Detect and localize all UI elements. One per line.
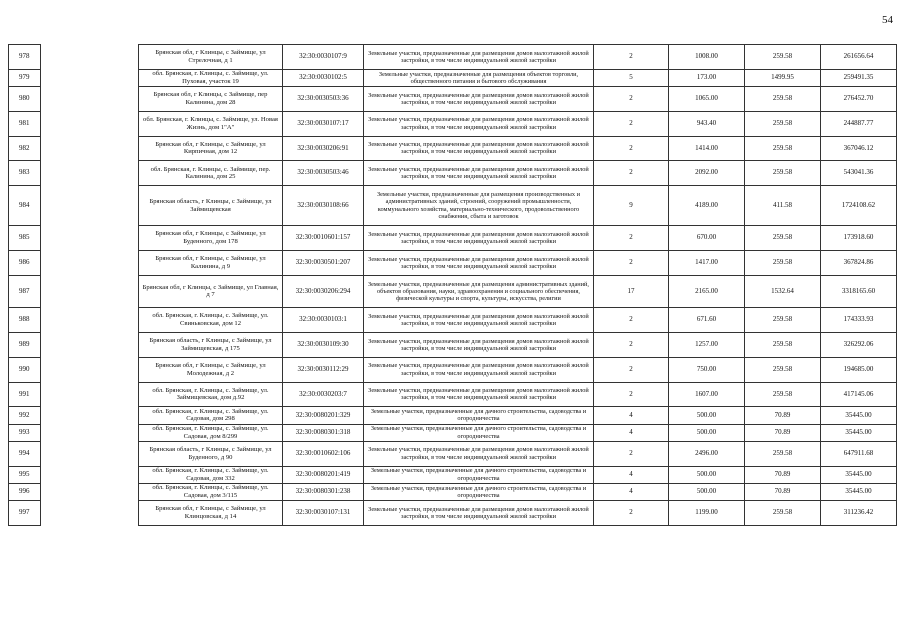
cadastral-value-cell: 276452.70 [821,86,897,111]
cadastral-number-cell: 32:30:0010602:106 [283,441,364,466]
group-cell: 4 [594,466,669,483]
cadastral-value-cell: 35445.00 [821,424,897,441]
area-cell: 671.60 [669,308,745,333]
cadastral-number-cell: 32:30:0080201:419 [283,466,364,483]
table-row [9,424,897,441]
specific-value-cell: 259.58 [745,136,821,161]
row-number: 985 [9,226,41,251]
spacer-cell [41,441,139,466]
group-cell: 2 [594,136,669,161]
cadastral-number-cell: 32:30:0030108:66 [283,186,364,226]
land-use-cell: Земельные участки, предназначенные для размещения производственных и административных зданий, строений, сооружений промышленности, коммунального хозяйства, материально-технического, продовольственного снабжения, сбыта и заготовок [364,186,594,226]
specific-value-cell: 259.58 [745,86,821,111]
row-number: 996 [9,483,41,500]
cadastral-value-cell: 35445.00 [821,466,897,483]
table-row [9,382,897,407]
area-cell: 500.00 [669,424,745,441]
spacer-cell [41,136,139,161]
address-cell: Брянская обл, г Клинцы, с Займище, ул Главная, д 7 [139,275,283,307]
area-cell: 4189.00 [669,186,745,226]
address-cell: Брянская область, г Клинцы, с Займище, ул Займищевская, д 175 [139,332,283,357]
row-number: 991 [9,382,41,407]
address-cell: обл. Брянская, г. Клинцы, с. Займище, ул. Садовая, дом 3/115 [139,483,283,500]
land-use-cell: Земельные участки, предназначенные для размещения домов малоэтажной жилой застройки, в том числе индивидуальной жилой застройки [364,500,594,525]
spacer-cell [41,332,139,357]
specific-value-cell: 259.58 [745,500,821,525]
spacer-cell [41,275,139,307]
row-number: 980 [9,86,41,111]
cadastral-number-cell: 32:30:0030107:17 [283,111,364,136]
address-cell: обл. Брянская, г. Клинцы, с. Займище, ул. Займищевская, дом д.92 [139,382,283,407]
group-cell: 2 [594,111,669,136]
group-cell: 2 [594,357,669,382]
cadastral-number-cell: 32:30:0030501:207 [283,250,364,275]
address-cell: обл. Брянская, г. Клинцы, с. Займище, ул. Новая Жизнь, дом 1"А" [139,111,283,136]
address-cell: Брянская обл, г Клинцы, с Займище, пер Калинина, дом 28 [139,86,283,111]
area-cell: 1008.00 [669,45,745,70]
row-number: 982 [9,136,41,161]
spacer-cell [41,466,139,483]
cadastral-number-cell: 32:30:0030103:1 [283,308,364,333]
specific-value-cell: 1499.95 [745,69,821,86]
row-number: 988 [9,308,41,333]
specific-value-cell: 259.58 [745,250,821,275]
cadastral-number-cell: 32:30:0030112:29 [283,357,364,382]
land-use-cell: Земельные участки, предназначенные для размещения домов малоэтажной жилой застройки, в том числе индивидуальной жилой застройки [364,250,594,275]
group-cell: 17 [594,275,669,307]
spacer-cell [41,111,139,136]
group-cell: 2 [594,332,669,357]
cadastral-number-cell: 32:30:0030503:36 [283,86,364,111]
cadastral-number-cell: 32:30:0030206:91 [283,136,364,161]
land-use-cell: Земельные участки, предназначенные для дачного строительства, садоводства и огородничества [364,483,594,500]
land-use-cell: Земельные участки, предназначенные для размещения домов малоэтажной жилой застройки, в том числе индивидуальной жилой застройки [364,308,594,333]
land-use-cell: Земельные участки, предназначенные для размещения домов малоэтажной жилой застройки, в том числе индивидуальной жилой застройки [364,136,594,161]
cadastral-value-cell: 259491.35 [821,69,897,86]
specific-value-cell: 259.58 [745,45,821,70]
row-number: 995 [9,466,41,483]
cadastral-value-cell: 367046.12 [821,136,897,161]
cadastral-value-cell: 194685.00 [821,357,897,382]
table-row [9,500,897,525]
group-cell: 2 [594,382,669,407]
row-number: 983 [9,161,41,186]
address-cell: Брянская область, г Клинцы, с Займище, ул Буденного, д 90 [139,441,283,466]
row-number: 992 [9,407,41,424]
group-cell: 5 [594,69,669,86]
row-number: 993 [9,424,41,441]
spacer-cell [41,250,139,275]
area-cell: 173.00 [669,69,745,86]
specific-value-cell: 259.58 [745,308,821,333]
land-use-cell: Земельные участки, предназначенные для размещения домов малоэтажной жилой застройки, в том числе индивидуальной жилой застройки [364,332,594,357]
specific-value-cell: 259.58 [745,382,821,407]
address-cell: обл. Брянская, г. Клинцы, с. Займище, ул. Садовая, дом 298 [139,407,283,424]
address-cell: обл. Брянская, г. Клинцы, с. Займище, пер. Калинина, дом 25 [139,161,283,186]
spacer-cell [41,86,139,111]
land-use-cell: Земельные участки, предназначенные для размещения домов малоэтажной жилой застройки, в том числе индивидуальной жилой застройки [364,226,594,251]
group-cell: 4 [594,407,669,424]
row-number: 981 [9,111,41,136]
table-row [9,332,897,357]
spacer-cell [41,483,139,500]
area-cell: 1199.00 [669,500,745,525]
table-row [9,186,897,226]
row-number: 997 [9,500,41,525]
cadastral-value-cell: 326292.06 [821,332,897,357]
land-use-cell: Земельные участки, предназначенные для размещения домов малоэтажной жилой застройки, в том числе индивидуальной жилой застройки [364,86,594,111]
cadastral-value-cell: 261656.64 [821,45,897,70]
address-cell: обл. Брянская, г. Клинцы, с. Займище, ул. Садовая, дом 332 [139,466,283,483]
address-cell: обл. Брянская, г. Клинцы, с. Займище, ул. Свиньковская, дом 12 [139,308,283,333]
address-cell: Брянская обл, г Клинцы, с Займище, ул Стрелочная, д 1 [139,45,283,70]
area-cell: 500.00 [669,483,745,500]
cadastral-number-cell: 32:30:0030102:5 [283,69,364,86]
cadastral-value-cell: 647911.68 [821,441,897,466]
address-cell: Брянская обл, г Клинцы, с Займище, ул Клинцовская, д 14 [139,500,283,525]
cadastral-value-cell: 35445.00 [821,483,897,500]
specific-value-cell: 70.89 [745,407,821,424]
area-cell: 1257.00 [669,332,745,357]
cadastral-value-cell: 311236.42 [821,500,897,525]
area-cell: 750.00 [669,357,745,382]
table-row [9,357,897,382]
row-number: 990 [9,357,41,382]
table-row [9,45,897,70]
group-cell: 2 [594,226,669,251]
table-row [9,308,897,333]
area-cell: 1065.00 [669,86,745,111]
area-cell: 2496.00 [669,441,745,466]
row-number: 978 [9,45,41,70]
table-row [9,466,897,483]
cadastral-value-cell: 174333.93 [821,308,897,333]
group-cell: 2 [594,86,669,111]
spacer-cell [41,500,139,525]
specific-value-cell: 70.89 [745,483,821,500]
group-cell: 9 [594,186,669,226]
spacer-cell [41,407,139,424]
row-number: 979 [9,69,41,86]
cadastral-number-cell: 32:30:0080301:238 [283,483,364,500]
address-cell: Брянская обл, г Клинцы, с Займище, ул Молодежная, д 2 [139,357,283,382]
row-number: 984 [9,186,41,226]
address-cell: Брянская область, г Клинцы, с Займище, ул Займищевская [139,186,283,226]
table-row [9,407,897,424]
row-number: 986 [9,250,41,275]
specific-value-cell: 259.58 [745,441,821,466]
table-row [9,441,897,466]
group-cell: 4 [594,483,669,500]
spacer-cell [41,186,139,226]
area-cell: 500.00 [669,466,745,483]
land-use-cell: Земельные участки, предназначенные для размещения домов малоэтажной жилой застройки, в том числе индивидуальной жилой застройки [364,161,594,186]
cadastral-value-cell: 543041.36 [821,161,897,186]
area-cell: 670.00 [669,226,745,251]
cadastral-number-cell: 32:30:0030503:46 [283,161,364,186]
group-cell: 2 [594,161,669,186]
area-cell: 1607.00 [669,382,745,407]
table-row [9,111,897,136]
cadastral-number-cell: 32:30:0030107:131 [283,500,364,525]
address-cell: обл. Брянская, г. Клинцы, с. Займище, ул. Пуховая, участок 19 [139,69,283,86]
spacer-cell [41,357,139,382]
table-row [9,275,897,307]
specific-value-cell: 70.89 [745,424,821,441]
spacer-cell [41,226,139,251]
table-row [9,69,897,86]
row-number: 989 [9,332,41,357]
land-use-cell: Земельные участки, предназначенные для размещения домов малоэтажной жилой застройки, в том числе индивидуальной жилой застройки [364,382,594,407]
specific-value-cell: 259.58 [745,332,821,357]
specific-value-cell: 1532.64 [745,275,821,307]
specific-value-cell: 411.58 [745,186,821,226]
address-cell: обл. Брянская, г. Клинцы, с. Займище, ул. Садовая, дом 8/299 [139,424,283,441]
address-cell: Брянская обл, г Клинцы, с Займище, ул Калинина, д 9 [139,250,283,275]
table-row [9,86,897,111]
spacer-cell [41,308,139,333]
cadastral-number-cell: 32:30:0010601:157 [283,226,364,251]
group-cell: 4 [594,424,669,441]
table-row [9,161,897,186]
cadastral-number-cell: 32:30:0080201:329 [283,407,364,424]
spacer-cell [41,69,139,86]
land-use-cell: Земельные участки, предназначенные для размещения объектов торговли, общественного питания и бытового обслуживания [364,69,594,86]
area-cell: 500.00 [669,407,745,424]
table-row [9,226,897,251]
cadastral-value-cell: 1724108.62 [821,186,897,226]
cadastral-number-cell: 32:30:0080301:318 [283,424,364,441]
row-number: 987 [9,275,41,307]
spacer-cell [41,382,139,407]
land-use-cell: Земельные участки, предназначенные для дачного строительства, садоводства и огородничества [364,407,594,424]
cadastral-number-cell: 32:30:0030109:30 [283,332,364,357]
land-use-cell: Земельные участки, предназначенные для дачного строительства, садоводства и огородничества [364,466,594,483]
area-cell: 943.40 [669,111,745,136]
table-row [9,483,897,500]
spacer-cell [41,161,139,186]
address-cell: Брянская обл, г Клинцы, с Займище, ул Буденного, дом 178 [139,226,283,251]
spacer-cell [41,45,139,70]
group-cell: 2 [594,441,669,466]
specific-value-cell: 259.58 [745,226,821,251]
group-cell: 2 [594,45,669,70]
land-use-cell: Земельные участки, предназначенные для размещения домов малоэтажной жилой застройки, в том числе индивидуальной жилой застройки [364,441,594,466]
land-use-cell: Земельные участки, предназначенные для размещения домов малоэтажной жилой застройки, в том числе индивидуальной жилой застройки [364,357,594,382]
group-cell: 2 [594,308,669,333]
page-number: 54 [882,14,893,26]
cadastral-number-cell: 32:30:0030203:7 [283,382,364,407]
cadastral-value-cell: 173918.60 [821,226,897,251]
land-use-cell: Земельные участки, предназначенные для размещения административных зданий, объектов образования, науки, здравоохранения и социального обеспечения, физической культуры и спорта, культуры, искусства, религии [364,275,594,307]
area-cell: 2092.00 [669,161,745,186]
cadastral-number-cell: 32:30:0030206:294 [283,275,364,307]
cadastral-value-cell: 417145.06 [821,382,897,407]
address-cell: Брянская обл, г Клинцы, с Займище, ул Кирпичная, дом 12 [139,136,283,161]
land-use-cell: Земельные участки, предназначенные для размещения домов малоэтажной жилой застройки, в том числе индивидуальной жилой застройки [364,45,594,70]
land-use-cell: Земельные участки, предназначенные для размещения домов малоэтажной жилой застройки, в том числе индивидуальной жилой застройки [364,111,594,136]
area-cell: 1417.00 [669,250,745,275]
land-use-cell: Земельные участки, предназначенные для дачного строительства, садоводства и огородничества [364,424,594,441]
specific-value-cell: 259.58 [745,357,821,382]
cadastral-value-cell: 3318165.60 [821,275,897,307]
area-cell: 1414.00 [669,136,745,161]
table-row [9,250,897,275]
cadastral-value-cell: 244887.77 [821,111,897,136]
specific-value-cell: 259.58 [745,111,821,136]
area-cell: 2165.00 [669,275,745,307]
cadastral-value-cell: 35445.00 [821,407,897,424]
cadastral-value-cell: 367824.86 [821,250,897,275]
table-row [9,136,897,161]
specific-value-cell: 259.58 [745,161,821,186]
group-cell: 2 [594,500,669,525]
registry-table [8,44,897,526]
cadastral-number-cell: 32:30:0030107:9 [283,45,364,70]
row-number: 994 [9,441,41,466]
specific-value-cell: 70.89 [745,466,821,483]
group-cell: 2 [594,250,669,275]
spacer-cell [41,424,139,441]
